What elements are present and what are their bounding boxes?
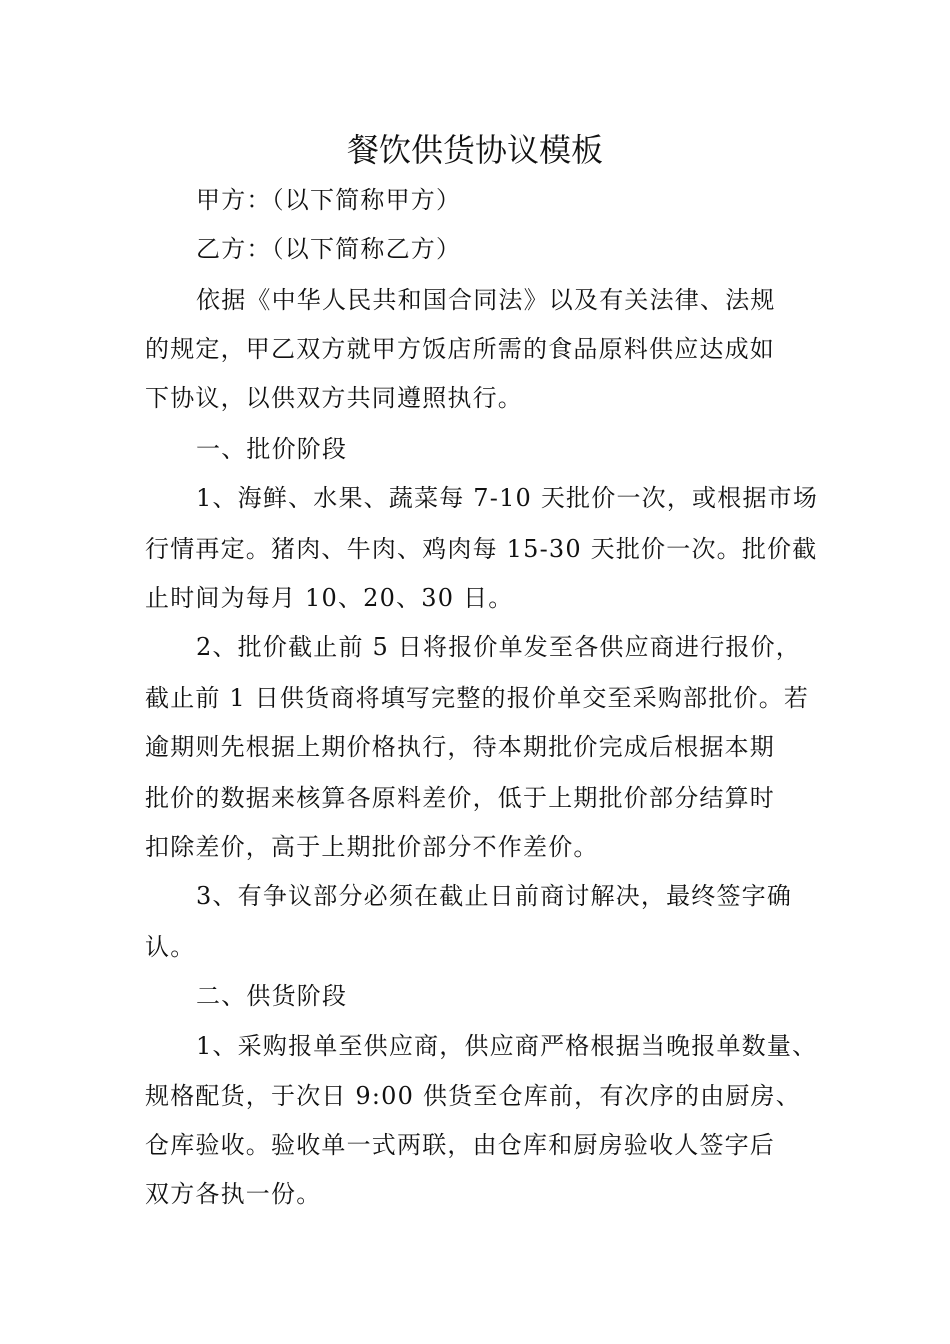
clause-line: 3、有争议部分必须在截止日前商讨解决，最终签字确 <box>196 882 793 910</box>
document-title: 餐饮供货协议模板 <box>346 131 603 169</box>
clause-line: 双方各执一份。 <box>145 1180 322 1208</box>
clause-line: 止时间为每月 10、20、30 日。 <box>145 584 514 612</box>
preamble-line: 的规定，甲乙双方就甲方饭店所需的食品原料供应达成如 <box>145 335 775 363</box>
party-a-line: 甲方：（以下简称甲方） <box>196 186 462 214</box>
clause-line: 规格配货，于次日 9:00 供货至仓库前，有次序的由厨房、 <box>145 1082 801 1110</box>
clause-line: 2、批价截止前 5 日将报价单发至各供应商进行报价， <box>196 633 801 661</box>
clause-line: 认。 <box>145 933 196 961</box>
clause-line: 扣除差价，高于上期批价部分不作差价。 <box>145 833 599 861</box>
section-heading-supply: 二、供货阶段 <box>196 982 348 1010</box>
clause-line: 行情再定。猪肉、牛肉、鸡肉每 15-30 天批价一次。批价截 <box>145 535 818 563</box>
clause-line: 1、海鲜、水果、蔬菜每 7-10 天批价一次，或根据市场 <box>196 484 819 512</box>
section-heading-pricing: 一、批价阶段 <box>196 435 348 463</box>
preamble-line: 下协议，以供双方共同遵照执行。 <box>145 384 523 412</box>
clause-line: 逾期则先根据上期价格执行，待本期批价完成后根据本期 <box>145 733 775 761</box>
clause-line: 1、采购报单至供应商，供应商严格根据当晚报单数量、 <box>196 1032 818 1060</box>
party-b-line: 乙方：（以下简称乙方） <box>196 235 462 263</box>
preamble-line: 依据《中华人民共和国合同法》以及有关法律、法规 <box>196 286 776 314</box>
clause-line: 批价的数据来核算各原料差价，低于上期批价部分结算时 <box>145 784 775 812</box>
clause-line: 仓库验收。验收单一式两联，由仓库和厨房验收人签字后 <box>145 1131 775 1159</box>
clause-line: 截止前 1 日供货商将填写完整的报价单交至采购部批价。若 <box>145 684 810 712</box>
